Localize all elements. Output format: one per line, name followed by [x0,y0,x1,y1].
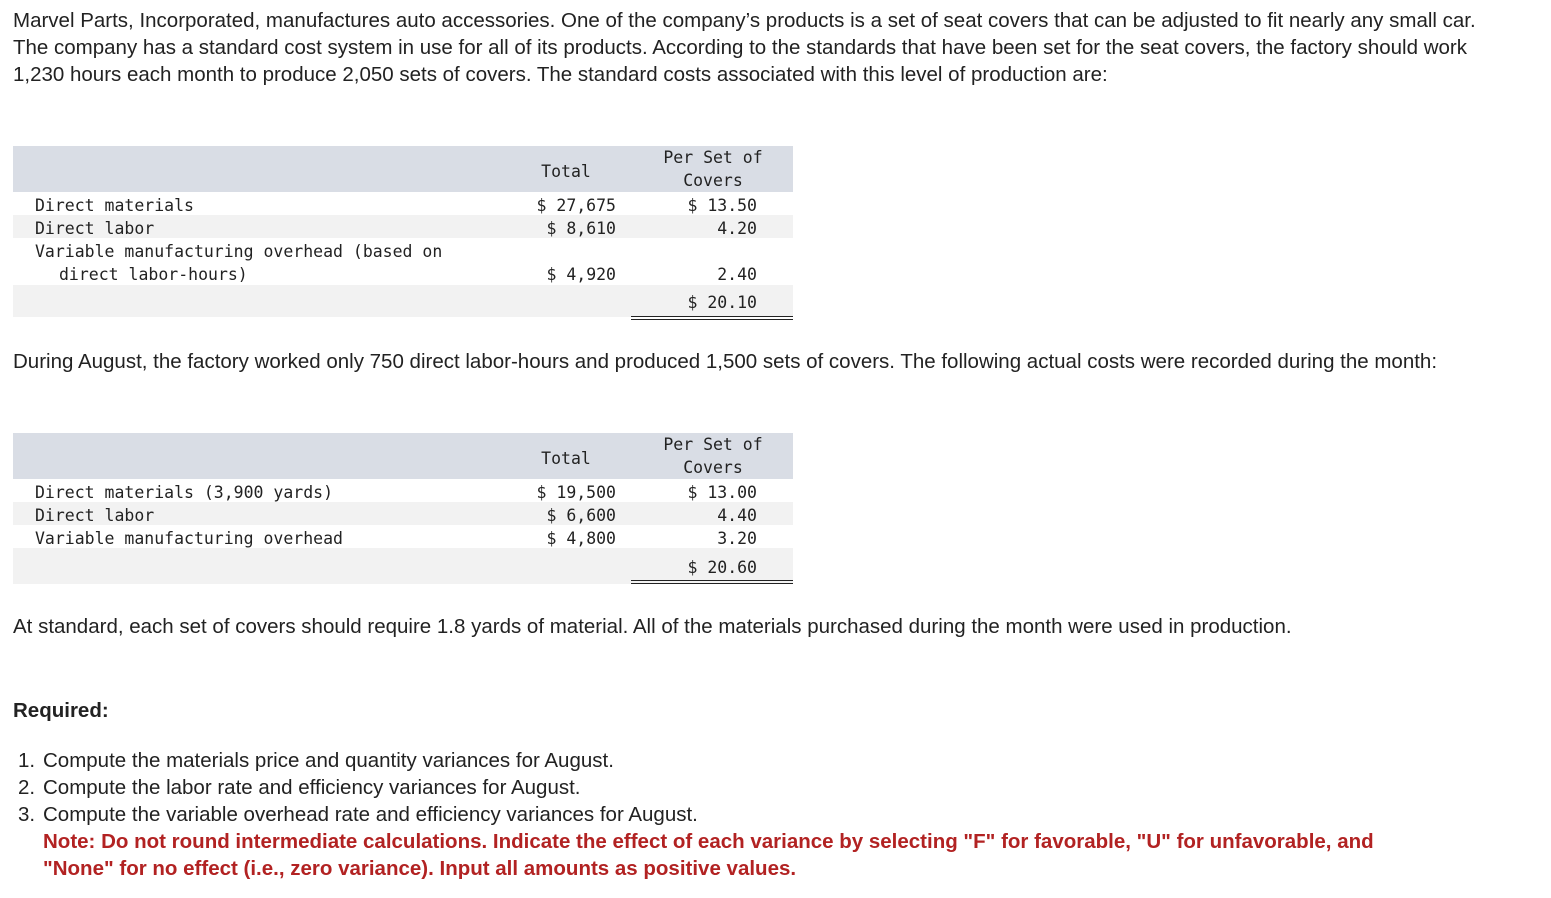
row-per-set: $ 13.50 [687,196,757,215]
row-label: Variable manufacturing overhead [35,529,343,548]
table-row [13,215,793,238]
required-list [13,747,1513,882]
table-header [13,433,793,479]
row-total: $ 27,675 [536,196,616,215]
item-text: Compute the variable overhead rate and efficiency variances for August. [43,803,698,826]
table-row [13,238,793,284]
row-label: Direct materials (3,900 yards) [35,483,334,502]
row-per-set: 4.40 [717,506,757,525]
col-header-total: Total [541,449,591,468]
table-row [13,502,793,525]
required-heading: Required: [13,699,109,722]
item-number: 2. [18,776,36,799]
row-per-set: 2.40 [717,265,757,284]
item-text: Compute the labor rate and efficiency variances for August. [43,776,581,799]
row-total: $ 4,920 [546,265,616,284]
material-standard-paragraph: At standard, each set of covers should require 1.8 yards of material. All of the materials purchased during the month were used in production. [13,615,1292,638]
row-label: Direct labor [35,219,155,238]
intro-paragraph: Marvel Parts, Incorporated, manufactures auto accessories. One of the company’s products is a set of seat covers that can be adjusted to fit nearly any small car. The company has a standard cost system in use for all of its products. According to the standards that have been set for the seat covers, the factory should work 1,230 hours each month to produce 2,050 sets of covers. The standard costs associated with this level of production are: [13,9,1476,86]
total-per-set: $ 20.10 [687,293,757,312]
actual-intro-paragraph: During August, the factory worked only 750 direct labor-hours and produced 1,500 sets of covers. The following actual costs were recorded during the month: [13,350,1438,373]
instruction-note: Note: Do not round intermediate calculations. Indicate the effect of each variance by selecting "F" for favorable, "U" for unfavorable, and "None" for no effect (i.e., zero variance). Input all amounts as positive values. [43,830,1374,880]
row-total: $ 19,500 [536,483,616,502]
table-header [13,146,793,192]
row-total: $ 8,610 [546,219,616,238]
col-header-total: Total [541,162,591,181]
note-item [13,828,1513,882]
row-label: Direct materials [35,196,194,215]
row-total: $ 4,800 [546,529,616,548]
row-label-line2: direct labor-hours) [59,265,248,284]
list-item [13,747,1513,774]
list-item [13,774,1513,801]
item-number: 1. [18,749,36,772]
row-total: $ 6,600 [546,506,616,525]
col-header-per-set-line2: Covers [683,171,743,190]
col-header-per-set-line1: Per Set of [663,148,763,167]
item-text: Compute the materials price and quantity variances for August. [43,749,614,772]
table-total-row [13,285,793,317]
table-row [13,525,793,548]
actual-cost-table [13,433,793,585]
standard-cost-table [13,146,793,322]
col-header-per-set-line1: Per Set of [663,435,763,454]
col-header-per-set-line2: Covers [683,458,743,477]
row-per-set: 3.20 [717,529,757,548]
total-double-rule [631,316,793,320]
item-number: 3. [18,803,36,826]
row-label-line1: Variable manufacturing overhead (based on [35,242,443,261]
table-row [13,479,793,502]
row-per-set: $ 13.00 [687,483,757,502]
table-row [13,192,793,215]
row-per-set: 4.20 [717,219,757,238]
list-item [13,801,1513,828]
total-per-set: $ 20.60 [687,558,757,577]
row-label: Direct labor [35,506,155,525]
total-double-rule [631,580,793,584]
table-total-row [13,548,793,584]
